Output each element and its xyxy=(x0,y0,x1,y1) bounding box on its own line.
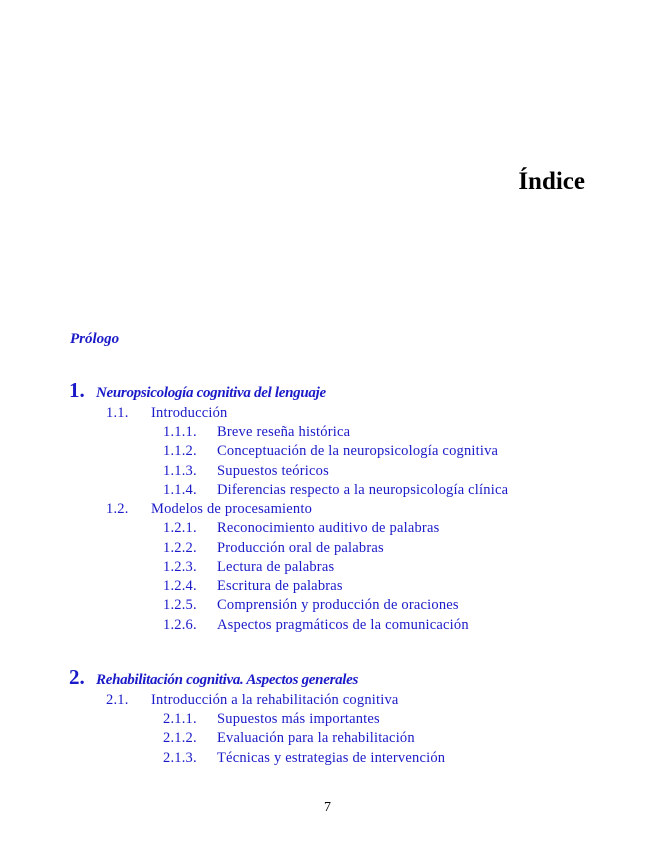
subsection-label[interactable]: Conceptuación de la neuropsicología cognitiva xyxy=(217,443,499,459)
subsection-label[interactable]: Comprensión y producción de oraciones xyxy=(217,597,459,613)
section-label[interactable]: Modelos de procesamiento xyxy=(151,501,313,517)
subsection-number: 1.2.5. xyxy=(163,597,197,613)
subsection-label[interactable]: Evaluación para la rehabilitación xyxy=(217,730,415,746)
subsection-label[interactable]: Reconocimiento auditivo de palabras xyxy=(217,520,440,536)
subsection-number: 1.2.2. xyxy=(163,540,197,556)
chapter-number: 1. xyxy=(69,378,85,402)
subsection-number: 2.1.3. xyxy=(163,750,197,766)
section-number: 1.1. xyxy=(106,405,129,421)
subsection-number: 1.1.3. xyxy=(163,463,197,479)
toc-subsection-2-1-3[interactable] xyxy=(163,750,445,767)
subsection-label[interactable]: Breve reseña histórica xyxy=(217,424,351,440)
section-label[interactable]: Introducción a la rehabilitación cognitiva xyxy=(151,692,399,708)
toc-section-1-2[interactable] xyxy=(106,501,312,518)
chapter-title[interactable]: Neuropsicología cognitiva del lenguaje xyxy=(96,385,326,401)
page-title: Índice xyxy=(518,168,585,195)
section-number: 1.2. xyxy=(106,501,129,517)
subsection-number: 1.1.4. xyxy=(163,482,197,498)
subsection-number: 2.1.1. xyxy=(163,711,197,727)
subsection-number: 1.1.2. xyxy=(163,443,197,459)
toc-subsection-1-1-1[interactable] xyxy=(163,424,350,441)
toc-subsection-1-2-4[interactable] xyxy=(163,578,343,595)
toc-section-2-1[interactable] xyxy=(106,692,399,709)
subsection-label[interactable]: Técnicas y estrategias de intervención xyxy=(217,750,446,766)
section-number: 2.1. xyxy=(106,692,129,708)
toc-subsection-1-2-6[interactable] xyxy=(163,617,469,634)
page-number: 7 xyxy=(324,800,331,815)
toc-subsection-1-2-2[interactable] xyxy=(163,540,384,557)
toc-subsection-1-2-5[interactable] xyxy=(163,597,459,614)
subsection-label[interactable]: Escritura de palabras xyxy=(217,578,343,594)
subsection-label[interactable]: Producción oral de palabras xyxy=(217,540,384,556)
subsection-number: 2.1.2. xyxy=(163,730,197,746)
toc-chapter-2[interactable] xyxy=(69,665,358,690)
toc-subsection-1-1-2[interactable] xyxy=(163,443,498,460)
subsection-label[interactable]: Diferencias respecto a la neuropsicología clínica xyxy=(217,482,509,498)
toc-subsection-1-2-1[interactable] xyxy=(163,520,439,537)
subsection-label[interactable]: Aspectos pragmáticos de la comunicación xyxy=(217,617,469,633)
subsection-number: 1.2.4. xyxy=(163,578,197,594)
toc-subsection-1-1-3[interactable] xyxy=(163,463,329,480)
toc-subsection-2-1-2[interactable] xyxy=(163,730,415,747)
subsection-number: 1.2.1. xyxy=(163,520,197,536)
section-label[interactable]: Introducción xyxy=(151,405,228,421)
toc-subsection-1-2-3[interactable] xyxy=(163,559,334,576)
toc-subsection-1-1-4[interactable] xyxy=(163,482,508,499)
subsection-label[interactable]: Supuestos teóricos xyxy=(217,463,329,479)
chapter-number: 2. xyxy=(69,665,85,689)
subsection-label[interactable]: Lectura de palabras xyxy=(217,559,335,575)
subsection-label[interactable]: Supuestos más importantes xyxy=(217,711,380,727)
toc-link-prologo[interactable]: Prólogo xyxy=(70,331,120,347)
subsection-number: 1.2.3. xyxy=(163,559,197,575)
subsection-number: 1.1.1. xyxy=(163,424,197,440)
toc-section-1-1[interactable] xyxy=(106,405,228,422)
chapter-title[interactable]: Rehabilitación cognitiva. Aspectos generales xyxy=(96,672,359,688)
toc-subsection-2-1-1[interactable] xyxy=(163,711,380,728)
toc-chapter-1[interactable] xyxy=(69,378,326,403)
subsection-number: 1.2.6. xyxy=(163,617,197,633)
